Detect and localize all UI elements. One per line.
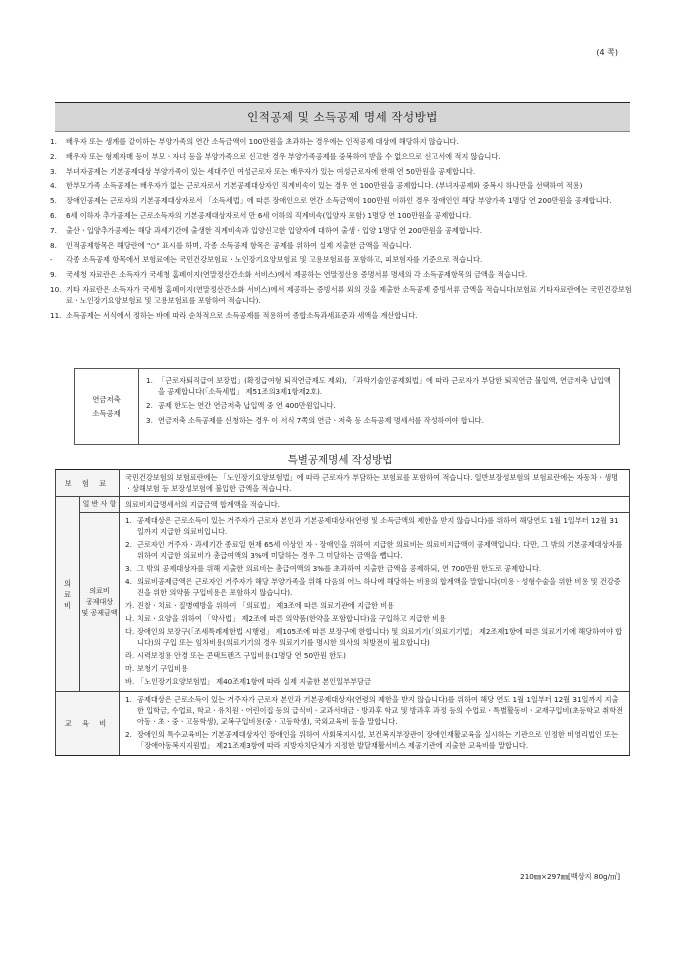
- item-text: 배우자 또는 생계를 같이하는 부양가족의 연간 소득금액이 100만원을 초과하는 경우에는 인적공제 대상에 해당하지 않습니다.: [66, 137, 459, 146]
- item-number: 1.: [50, 137, 57, 146]
- medical-general-text: 의료비지급명세서의 지급금액 합계액을 적습니다.: [120, 497, 630, 513]
- item-text: 각종 소득공제 항목에서 보험료에는 국민건강보험료ㆍ노인장기요양보험료 및 고용보험료를 포함하고, 피보험자를 기준으로 적습니다.: [66, 255, 483, 265]
- list-item: [50, 269, 635, 280]
- item-text: 보청기 구입비용: [137, 664, 188, 673]
- item-number: 4.: [50, 181, 57, 191]
- item-number: 2.: [125, 730, 132, 739]
- medical-items: [120, 513, 630, 692]
- item-text: 국세청 자료란은 소득자가 국세청 홈페이지(연말정산간소화 서비스)에서 제공하는 연말정산용 증명서류 명세의 각 소득공제항목의 금액을 적습니다.: [66, 270, 528, 280]
- item-text: 치료ㆍ요양을 위하여 「약사법」 제2조에 따른 의약품(한약을 포함합니다)을 구입하고 지급한 비용: [137, 614, 446, 623]
- item-text: 배우자 또는 형제자매 등이 부모ㆍ자녀 등을 부양가족으로 신고한 경우 부양가족공제를 중복하여 받을 수 없으므로 신고서에 적지 않습니다.: [66, 151, 501, 161]
- item-text: 그 밖의 공제대상자를 위해 지출한 의료비는 총급여액의 3%를 초과하여 지출한 금액을 공제하되, 연 700만원 한도로 공제합니다.: [137, 564, 542, 573]
- pension-label-line1: 연금저축: [92, 394, 121, 404]
- item-text: 장애인의 특수교육비는 기본공제대상자인 장애인을 위하여 사회복지시설, 보건복지부장관이 장애인재활교육을 실시하는 기관으로 인정한 비영리법인 또는 「장애아동복지지원법」 제21조제3항에 따라 지방자치단체가 지정한 발달재활서비스 제공기관에 지출한 교육비를 말합니다.: [137, 730, 619, 750]
- special-deduction-table: [55, 469, 630, 756]
- item-number: 마.: [125, 664, 135, 673]
- table-row: [56, 497, 630, 513]
- list-item: [50, 310, 635, 321]
- item-text: 6세 이하자 추가공제는 근로소득자의 기본공제대상자로서 만 6세 이하의 직계비속(입양자 포함) 1명당 연 100만원을 공제합니다.: [66, 210, 472, 220]
- education-items: [120, 692, 630, 756]
- item-text: 기타 자료란은 소득자가 국세청 홈페이지(연말정산간소화 서비스)에서 제공하는 증빙서류 외의 것을 제출한 소득공제 증빙서류 금액을 적습니다(보험료 기타자료란에는 국민건강보험료ㆍ노인장기요양보험료 및 고용보험료를 포함하여 적습니다).: [66, 284, 632, 306]
- medical-label: [56, 497, 80, 692]
- item-number: 10.: [50, 284, 62, 294]
- item-number: 5.: [50, 196, 57, 206]
- list-item: [125, 539, 624, 561]
- item-text: 시력보정용 안경 또는 콘택트렌즈 구입비용(1명당 연 50만원 한도): [137, 651, 346, 660]
- list-item: [146, 375, 611, 397]
- item-text: 장애인공제는 근로자의 기본공제대상자로서 「소득세법」에 따른 장애인으로 연간 소득금액이 100만원 이하인 경우 장애인인 해당 부양가족 1명당 연 200만원을 공제합니다.: [66, 196, 612, 206]
- medical-target-label-line: 공제대상: [85, 597, 114, 606]
- item-number: 8.: [50, 240, 57, 250]
- list-item: [50, 180, 635, 191]
- insurance-text: 국민건강보험의 보험료란에는 「노인장기요양보험법」에 따라 근로자가 부담하는 보험료를 포함하여 적습니다. 일반보장성보험의 보험료란에는 자동차ㆍ생명ㆍ상해보험 등 보장성보험에 불입한 금액을 적습니다.: [120, 470, 630, 497]
- table-row: [56, 692, 630, 756]
- item-number: 가.: [125, 601, 135, 610]
- list-item: [50, 210, 635, 221]
- item-number: 1.: [125, 516, 132, 525]
- item-text: 공제대상은 근로소득이 있는 거주자가 근로자 본인과 기본공제대상자(연령의 제한을 받지 않습니다)를 위하여 해당 연도 1월 1일부터 12월 31일까지 지출한 입학금, 수업료, 학교ㆍ유치원ㆍ어린이집 등의 급식비ㆍ교과서대금ㆍ방과후 학교 및 방과후 과정 등의 수업료ㆍ특별활동비ㆍ교재구입비(초등학교 취학전아동ㆍ초ㆍ중ㆍ고등학생), 교복구입비용(중ㆍ고등학생), 국외교육비 등을 말합니다.: [137, 695, 624, 726]
- item-number: 2.: [146, 401, 153, 411]
- item-text: 「노인장기요양보험법」 제40조제1항에 따라 실제 지출한 본인일부부담금: [137, 677, 371, 686]
- list-item: [125, 694, 624, 727]
- table-row: [56, 470, 630, 497]
- list-item: [50, 240, 635, 251]
- item-number: 7.: [50, 225, 57, 235]
- medical-label-char: 비: [64, 600, 71, 610]
- page-number: (4 쪽): [596, 48, 618, 57]
- item-text: 장애인의 보장구(「조세특례제한법 시행령」 제105조에 따른 보장구에 한합니다) 및 의료기기(「의료기기법」 제2조제1항에 따른 의료기기에 해당하여야 합니다)의 구입 또는 임차비용(의료기기의 경우 의료기기를 명시한 의사의 처방전이 필요합니다): [137, 627, 623, 647]
- item-number: 1.: [125, 695, 132, 704]
- medical-target-label-line: 및 공제금액: [81, 608, 118, 617]
- pension-deduction-box: [74, 368, 620, 445]
- item-text: 공제대상은 근로소득이 있는 거주자가 근로자 본인과 기본공제대상자(연령 및 소득금액의 제한을 받지 않습니다)를 위하여 해당연도 1월 1일부터 12월 31일까지 지급한 의료비입니다.: [137, 516, 619, 536]
- list-item: [125, 626, 624, 648]
- item-number: 라.: [125, 651, 135, 660]
- list-item: [50, 166, 635, 177]
- item-text: 부녀자공제는 기본공제대상 부양가족이 있는 세대주인 여성근로자 또는 배우자가 있는 여성근로자에 한해 연 50만원을 공제합니다.: [66, 166, 476, 176]
- item-text: 한부모가족 소득공제는 배우자가 없는 근로자로서 기본공제대상자인 직계비속이 있는 경우 연 100만원을 공제합니다. (부녀자공제와 중복시 하나만을 선택하여 적용): [66, 181, 583, 191]
- list-item: [125, 729, 624, 751]
- list-item: [125, 576, 624, 598]
- item-number: 9.: [50, 270, 57, 280]
- medical-label-char: 료: [64, 589, 71, 599]
- pension-box-content: [139, 369, 619, 444]
- item-number: 6.: [50, 210, 57, 220]
- item-number: 3.: [146, 415, 153, 425]
- list-item: [50, 195, 635, 206]
- section-header-personal-deduction: [55, 102, 630, 132]
- paper-spec-footer: 210㎜×297㎜[백상지 80g/㎡]: [520, 872, 620, 881]
- medical-target-label: [80, 513, 120, 692]
- item-text: 의료비공제금액은 근로자인 거주자가 해당 부양가족을 위해 다음의 어느 하나에 해당하는 비용의 합계액을 말합니다(미용ㆍ성형수술을 위한 비용 및 건강증진을 위한 의약품 구입비용은 포함하지 않습니다).: [137, 577, 621, 597]
- item-text: 소득공제는 서식에서 정하는 바에 따라 순차적으로 소득공제를 적용하여 종합소득과세표준과 세액을 계산합니다.: [66, 310, 418, 320]
- item-number: -: [50, 255, 53, 265]
- item-number: 1.: [146, 376, 153, 385]
- list-item: [125, 676, 624, 687]
- medical-target-label-line: 의료비: [89, 586, 110, 595]
- item-number: 3.: [125, 564, 132, 573]
- item-text: 「근로자퇴직급여 보장법」(확정급여형 퇴직연금제도 제외), 「과학기술인공제회법」에 따라 근로자가 부담한 퇴직연금 불입액, 연금저축 납입액을 공제합니다(「소득세법」 제51조의3제1항제2호).: [158, 376, 611, 397]
- list-item: [50, 225, 635, 236]
- list-item: [50, 254, 635, 265]
- item-text: 공제 한도는 연간 연금저축 납입액 중 연 400만원입니다.: [158, 401, 336, 411]
- list-item: [125, 563, 624, 574]
- item-number: 2.: [125, 540, 132, 549]
- section-title-special-deduction: 특별공제명세 작성방법: [287, 454, 393, 466]
- item-text: 연금저축 소득공제를 신청하는 경우 이 서식 7쪽의 연금ㆍ저축 등 소득공제 명세서를 작성하여야 합니다.: [158, 415, 484, 425]
- list-item: [146, 415, 611, 426]
- list-item: [125, 600, 624, 611]
- list-item: [125, 613, 624, 624]
- personal-deduction-instructions: [50, 136, 635, 325]
- list-item: [125, 650, 624, 661]
- item-number: 2.: [50, 151, 57, 161]
- item-text: 인적공제항목은 해당란에 "○" 표시를 하며, 각종 소득공제 항목은 공제를 위하여 실제 지출한 금액을 적습니다.: [66, 240, 412, 250]
- list-item: [146, 400, 611, 411]
- table-row: [56, 513, 630, 692]
- item-number: 나.: [125, 614, 135, 623]
- pension-box-label: [75, 369, 139, 444]
- list-item: [50, 151, 635, 162]
- item-number: 바.: [125, 677, 135, 686]
- pension-label-line2: 소득공제: [92, 408, 121, 418]
- list-item: [50, 136, 635, 147]
- education-label: 교 육 비: [56, 692, 120, 756]
- medical-general-label: 일 반 사 항: [80, 497, 120, 513]
- medical-label-char: 의: [64, 578, 71, 588]
- item-number: 3.: [50, 166, 57, 176]
- item-number: 4.: [125, 577, 132, 586]
- list-item: [125, 515, 624, 537]
- section-title-personal-deduction: 인적공제 및 소득공제 명세 작성방법: [247, 110, 438, 124]
- item-text: 근로자인 거주자ㆍ과세기간 종료일 현재 65세 이상인 자ㆍ장애인을 위하여 지급한 의료비는 의료비지급액이 공제액입니다. 다만, 그 밖의 기본공제대상자를 위하여 지급한 의료비가 총급여액의 3%에 미달하는 경우 그 미달하는 금액을 뺍니다.: [137, 540, 623, 560]
- item-text: 진찰ㆍ치료ㆍ질병예방을 위하여 「의료법」 제3조에 따른 의료기관에 지급한 비용: [137, 601, 395, 610]
- list-item: [50, 284, 635, 306]
- insurance-label: 보 험 료: [56, 470, 120, 497]
- item-number: 다.: [125, 627, 135, 636]
- item-text: 출산ㆍ입양추가공제는 해당 과세기간에 출생한 직계비속과 입양신고한 입양자에 대하여 출생ㆍ입양 1명당 연 200만원을 공제합니다.: [66, 225, 482, 235]
- item-number: 11.: [50, 310, 62, 320]
- list-item: [125, 663, 624, 674]
